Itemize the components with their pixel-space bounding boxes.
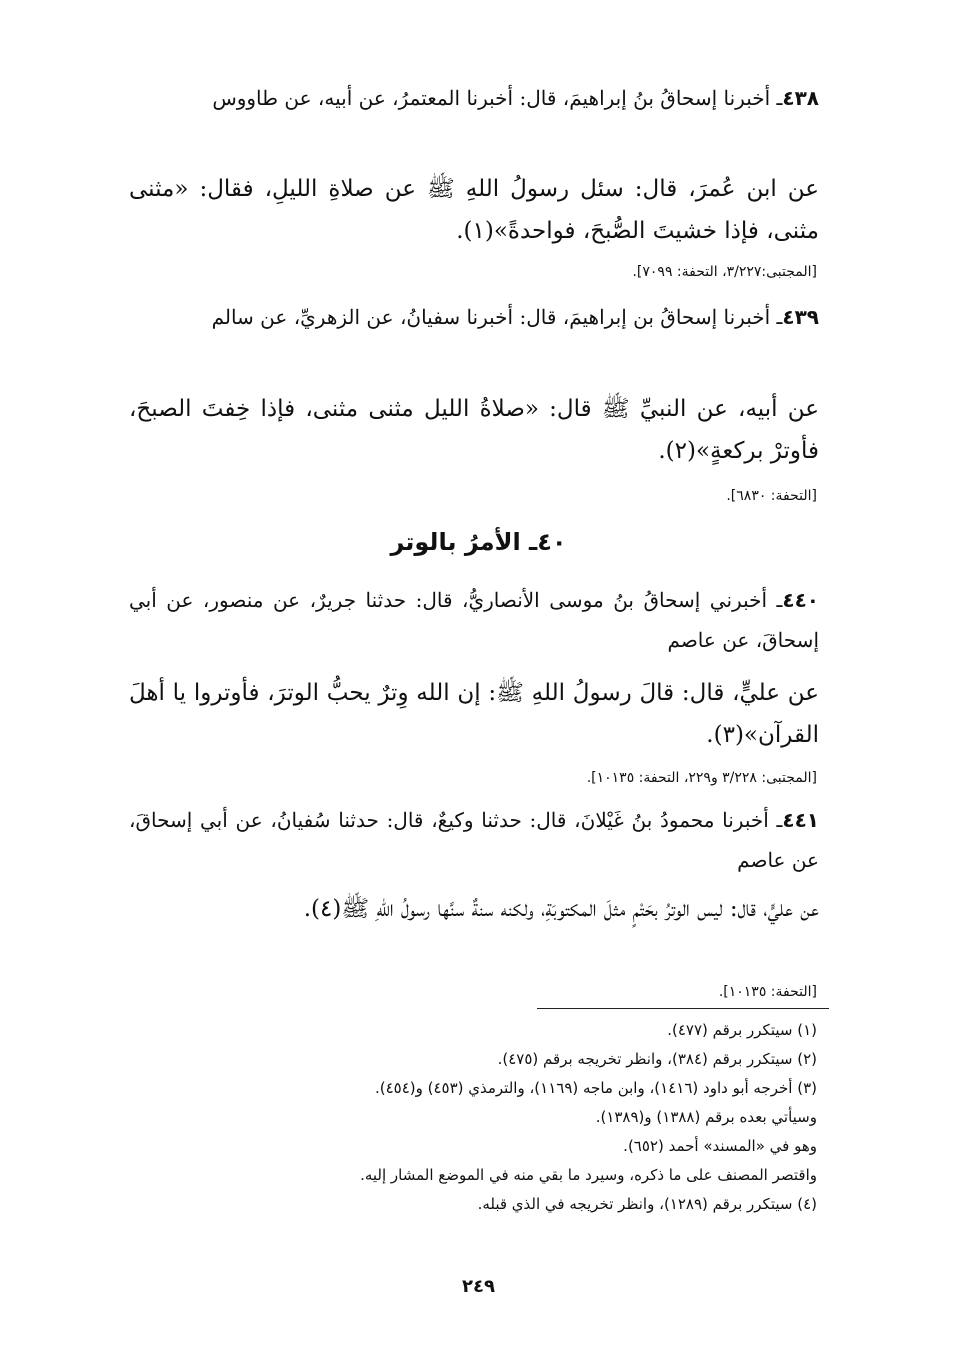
footnote-4: (٤) سيتكرر برقم (١٢٨٩)، وانظر تخريجه في الذي قبله.	[477, 1195, 817, 1213]
hadith-440-matn	[129, 672, 819, 756]
isnad-text: ـ أخبرني إسحاقُ بنُ موسى الأنصاريُّ، قال: حدثنا جريرٌ، عن منصور، عن أبي إسحاقَ، عن عاصم	[129, 588, 819, 652]
hadith-number: ٤٤٠	[782, 588, 819, 612]
hadith-440-reference: [المجتبى: ٣/٢٢٨ و٢٢٩، التحفة: ١٠١٣٥].	[586, 770, 817, 786]
matn-text: عن عليٍّ، قال: ليس الوترُ بحَتْمٍ مثلَ المكتوبَةِ، ولكنه سنةٌ سنَّها رسولُ اللهِ ﷺ(٤).	[303, 896, 819, 922]
footnotes	[117, 1016, 817, 1219]
matn-text: عن عليٍّ، قال: قالَ رسولُ اللهِ ﷺ: إن الله وِترٌ يحبُّ الوترَ، فأوتروا يا أهلَ القرآن»(٣).	[129, 680, 819, 748]
isnad-text: ـ أخبرنا إسحاقُ بنُ إبراهيمَ، قال: أخبرنا المعتمرُ، عن أبيه، عن طاووس	[212, 86, 783, 110]
hadith-439-chain	[129, 297, 819, 337]
hadith-439-reference: [التحفة: ٦٨٣٠].	[726, 488, 817, 504]
hadith-number: ٤٣٨	[782, 86, 819, 110]
hadith-441-reference: [التحفة: ١٠١٣٥].	[718, 984, 817, 1000]
footnote-3-cont-a: وسيأتي بعده برقم (١٣٨٨) و(١٣٨٩).	[595, 1108, 817, 1126]
page-number: ٢٤٩	[462, 1276, 495, 1297]
hadith-438-chain	[129, 78, 819, 118]
footnote-3-cont-c: واقتصر المصنف على ما ذكره، وسيرد ما بقي منه في الموضع المشار إليه.	[360, 1166, 817, 1184]
hadith-438-matn	[129, 168, 819, 252]
footnote-1: (١) سيتكرر برقم (٤٧٧).	[667, 1021, 817, 1039]
hadith-441-matn	[129, 888, 819, 930]
hadith-438-reference: [المجتبى:٣/٢٢٧، التحفة: ٧٠٩٩].	[632, 264, 817, 280]
footnote-3-cont-b: وهو في «المسند» أحمد (٦٥٢).	[623, 1137, 817, 1155]
matn-text: عن ابن عُمرَ، قال: سئل رسولُ اللهِ ﷺ عن صلاةِ الليلِ، فقال: «مثنى مثنى، فإذا خشيتَ الصُّبحَ، فواحدةً»(١).	[129, 176, 819, 244]
footnote-3: (٣) أخرجه أبو داود (١٤١٦)، وابن ماجه (١١٦٩)، والترمذي (٤٥٣) و(٤٥٤).	[374, 1079, 817, 1097]
hadith-number: ٤٤١	[782, 808, 819, 832]
section-heading: ٤٠ـ الأمرُ بالوتر	[390, 528, 567, 556]
footnote-2: (٢) سيتكرر برقم (٣٨٤)، وانظر تخريجه برقم (٤٧٥).	[497, 1050, 817, 1068]
isnad-text: ـ أخبرنا إسحاقُ بن إبراهيمَ، قال: أخبرنا سفيانُ، عن الزهريِّ، عن سالم	[211, 305, 783, 329]
hadith-number: ٤٣٩	[782, 305, 819, 329]
hadith-440-chain	[129, 580, 819, 660]
isnad-text: ـ أخبرنا محمودُ بنُ غَيْلانَ، قال: حدثنا وكيعٌ، قال: حدثنا سُفيانُ، عن أبي إسحاقَ، عن عاصم	[129, 808, 819, 872]
hadith-441-chain	[129, 800, 819, 880]
matn-text: عن أبيه، عن النبيِّ ﷺ قال: «صلاةُ الليل مثنى مثنى، فإذا خِفتَ الصبحَ، فأوترْ بركعةٍ»(٢).	[129, 396, 819, 464]
footnote-separator	[537, 1008, 829, 1009]
hadith-439-matn	[129, 388, 819, 472]
